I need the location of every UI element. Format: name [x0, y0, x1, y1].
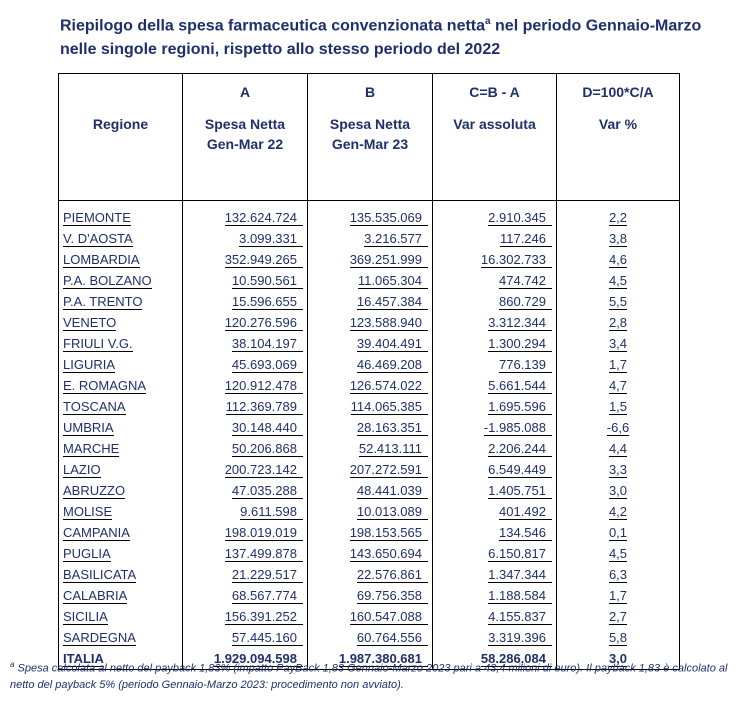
var-pct-cell [557, 417, 680, 438]
cell-value: 860.729 [499, 295, 552, 310]
var-pct-cell [557, 585, 680, 606]
title-line-1 [60, 10, 740, 38]
cell-value: UMBRIA [63, 420, 114, 435]
table-row [59, 228, 680, 249]
var-pct-cell [557, 396, 680, 417]
table-row [59, 564, 680, 585]
var-pct-cell [557, 312, 680, 333]
header-col-c-letter: C=B - A [469, 84, 520, 100]
regione-cell [59, 354, 183, 375]
regione-cell [59, 312, 183, 333]
title-line-2: nelle singole regioni, rispetto allo stesso periodo del 2022 [60, 41, 501, 59]
spesa-22-cell [183, 459, 308, 480]
spesa-23-cell [308, 417, 433, 438]
cell-value: 52.413.111 [359, 442, 428, 457]
cell-value: 5,5 [608, 294, 628, 309]
cell-value: 11.065.304 [358, 274, 428, 289]
spesa-22-cell [183, 501, 308, 522]
spesa-23-cell [308, 543, 433, 564]
cell-value: 112.369.789 [226, 400, 303, 415]
header-col-d-line1: Var % [598, 116, 638, 132]
cell-value: 1,5 [608, 399, 628, 414]
spesa-23-cell [308, 480, 433, 501]
spesa-23-cell [308, 396, 433, 417]
var-pct-cell [557, 543, 680, 564]
var-pct-cell [557, 522, 680, 543]
cell-value: ABRUZZO [63, 483, 126, 498]
cell-value: 9.611.598 [240, 505, 303, 520]
cell-value: 4,5 [608, 273, 628, 288]
spesa-23-cell [308, 354, 433, 375]
cell-value: 46.469.208 [357, 358, 428, 373]
var-assoluta-cell [433, 201, 557, 229]
cell-value: 401.492 [499, 505, 552, 520]
cell-value: 2,2 [608, 210, 628, 225]
cell-value: CAMPANIA [63, 525, 130, 540]
cell-value: 117.246 [500, 232, 552, 247]
cell-value: 120.276.596 [225, 316, 303, 331]
spesa-22-cell [183, 627, 308, 648]
cell-value: 1,7 [608, 357, 628, 372]
cell-value: PUGLIA [63, 546, 111, 561]
cell-value: ITALIA [63, 651, 104, 666]
spesa-22-cell [183, 354, 308, 375]
spesa-23-cell [308, 291, 433, 312]
header-col-b [308, 74, 433, 201]
cell-value: 1.300.294 [488, 337, 552, 352]
cell-value: 16.302.733 [481, 253, 552, 268]
var-assoluta-cell [433, 249, 557, 270]
cell-value: 1.347.344 [488, 568, 552, 583]
spesa-23-cell [308, 270, 433, 291]
cell-value: 134.546 [499, 526, 552, 541]
spesa-22-cell [183, 249, 308, 270]
cell-value: 1.929.094.598 [214, 652, 303, 667]
footnote [10, 657, 740, 693]
spesa-22-cell [183, 312, 308, 333]
cell-value: 3.216.577 [364, 232, 428, 247]
header-col-a-letter: A [239, 84, 251, 100]
header-col-c-line1: Var assoluta [453, 116, 536, 132]
var-assoluta-cell [433, 291, 557, 312]
spesa-22-cell [183, 522, 308, 543]
cell-value: V. D'AOSTA [63, 231, 133, 246]
cell-value: SICILIA [63, 609, 108, 624]
table-row [59, 459, 680, 480]
cell-value: 69.756.358 [357, 589, 428, 604]
cell-value: 3.312.344 [488, 316, 552, 331]
table-row [59, 522, 680, 543]
var-pct-cell [557, 501, 680, 522]
var-pct-cell [557, 375, 680, 396]
var-assoluta-cell [433, 564, 557, 585]
cell-value: 1.987.380.681 [339, 652, 428, 667]
cell-value: VENETO [63, 315, 117, 330]
table-row [59, 291, 680, 312]
spesa-22-cell [183, 585, 308, 606]
var-assoluta-cell [433, 438, 557, 459]
spesa-23-cell [308, 333, 433, 354]
cell-value: 47.035.288 [232, 484, 303, 499]
spesa-22-cell [183, 201, 308, 229]
cell-value: MARCHE [63, 441, 120, 456]
cell-value: 22.576.861 [357, 568, 428, 583]
cell-value: 3,0 [608, 651, 628, 666]
cell-value: 0,1 [608, 525, 628, 540]
var-assoluta-cell [433, 333, 557, 354]
header-col-d [557, 74, 680, 201]
spesa-22-cell [183, 438, 308, 459]
table-row [59, 249, 680, 270]
cell-value: 5,8 [608, 630, 628, 645]
var-pct-cell [557, 438, 680, 459]
spesa-23-cell [308, 438, 433, 459]
cell-value: 1.695.596 [488, 400, 552, 415]
header-col-b-line2: Gen-Mar 23 [331, 136, 409, 152]
var-assoluta-cell [433, 459, 557, 480]
cell-value: BASILICATA [63, 567, 137, 582]
cell-value: 4,2 [608, 504, 628, 519]
spesa-23-cell [308, 249, 433, 270]
cell-value: 6.549.449 [488, 463, 552, 478]
cell-value: 6.150.817 [488, 547, 552, 562]
cell-value: LOMBARDIA [63, 252, 140, 267]
cell-value: 39.404.491 [357, 337, 428, 352]
regione-cell [59, 396, 183, 417]
table-row [59, 543, 680, 564]
regione-cell [59, 585, 183, 606]
cell-value: 2,7 [608, 609, 628, 624]
regione-cell [59, 270, 183, 291]
table-row [59, 396, 680, 417]
table-row [59, 627, 680, 648]
var-assoluta-cell [433, 375, 557, 396]
cell-value: 4,5 [608, 546, 628, 561]
table-row [59, 585, 680, 606]
var-assoluta-cell [433, 522, 557, 543]
header-col-c [433, 74, 557, 201]
title-text-b: nel periodo Gennaio-Marzo [490, 17, 702, 35]
cell-value: 137.499.878 [225, 547, 303, 562]
cell-value: 28.163.351 [357, 421, 428, 436]
spesa-23-cell [308, 627, 433, 648]
header-regione: Regione [59, 74, 183, 201]
header-col-a-line1: Spesa Netta [204, 116, 286, 132]
var-pct-cell [557, 459, 680, 480]
cell-value: 21.229.517 [232, 568, 303, 583]
cell-value: 10.013.089 [357, 505, 428, 520]
var-pct-cell [557, 480, 680, 501]
table-row [59, 606, 680, 627]
table-row [59, 333, 680, 354]
var-assoluta-cell [433, 228, 557, 249]
spesa-23-cell [308, 564, 433, 585]
cell-value: 4,7 [608, 378, 628, 393]
var-pct-cell [557, 249, 680, 270]
cell-value: 2.910.345 [488, 211, 552, 226]
table-row [59, 270, 680, 291]
regione-cell [59, 417, 183, 438]
cell-value: 2,8 [608, 315, 628, 330]
var-assoluta-cell [433, 354, 557, 375]
regione-cell [59, 201, 183, 229]
cell-value: 10.590.561 [232, 274, 303, 289]
footnote-marker: a [10, 660, 15, 669]
spesa-23-cell [308, 312, 433, 333]
cell-value: 3,3 [608, 462, 628, 477]
cell-value: 198.153.565 [350, 526, 428, 541]
cell-value: 60.764.556 [357, 631, 428, 646]
spesa-22-cell [183, 396, 308, 417]
regione-cell [59, 522, 183, 543]
cell-value: 3,0 [608, 483, 628, 498]
spesa-23-cell [308, 201, 433, 229]
spesa-22-cell [183, 480, 308, 501]
cell-value: 776.139 [499, 358, 552, 373]
regione-cell [59, 480, 183, 501]
cell-value: 15.596.655 [232, 295, 303, 310]
cell-value: P.A. BOLZANO [63, 273, 152, 288]
spesa-23-cell [308, 585, 433, 606]
table-row [59, 375, 680, 396]
cell-value: 58.286.084 [481, 652, 552, 667]
table-row [59, 312, 680, 333]
cell-value: 160.547.088 [350, 610, 428, 625]
cell-value: 16.457.384 [357, 295, 428, 310]
var-pct-cell [557, 228, 680, 249]
var-pct-cell [557, 627, 680, 648]
spesa-22-cell [183, 228, 308, 249]
regione-cell [59, 249, 183, 270]
header-col-a [183, 74, 308, 201]
cell-value: 57.445.160 [232, 631, 303, 646]
cell-value: TOSCANA [63, 399, 126, 414]
table-row [59, 501, 680, 522]
cell-value: 198.019.019 [225, 526, 303, 541]
var-assoluta-cell [433, 501, 557, 522]
page-title [60, 10, 740, 62]
spesa-22-cell [183, 564, 308, 585]
regione-cell [59, 375, 183, 396]
regione-cell [59, 291, 183, 312]
cell-value: CALABRIA [63, 588, 128, 603]
cell-value: SARDEGNA [63, 630, 136, 645]
table-row [59, 201, 680, 229]
regione-cell [59, 459, 183, 480]
cell-value: LIGURIA [63, 357, 116, 372]
var-assoluta-cell [433, 312, 557, 333]
var-pct-cell [557, 201, 680, 229]
cell-value: 1.188.584 [488, 589, 552, 604]
cell-value: 156.391.252 [225, 610, 303, 625]
cell-value: 3.319.396 [488, 631, 552, 646]
regione-cell [59, 564, 183, 585]
cell-value: E. ROMAGNA [63, 378, 147, 393]
spesa-table [58, 73, 680, 670]
spesa-23-cell [308, 375, 433, 396]
spesa-22-cell [183, 417, 308, 438]
var-assoluta-cell [433, 480, 557, 501]
cell-value: 369.251.999 [350, 253, 428, 268]
var-pct-cell [557, 270, 680, 291]
spesa-22-cell [183, 333, 308, 354]
var-assoluta-cell [433, 585, 557, 606]
cell-value: 123.588.940 [350, 316, 428, 331]
spesa-23-cell [308, 228, 433, 249]
table-row [59, 417, 680, 438]
footnote-text: Spesa calcolata al netto del payback 1,83% (impatto PayBack 1,83 Gennaio-Marzo 2023 pari a 43,4 milioni di euro). Il payback 1,83 è calcolato al netto del payback 5% (periodo Gennaio-Marzo 2023: procedimento non avviato). [10, 662, 728, 691]
var-pct-cell [557, 333, 680, 354]
var-pct-cell [557, 606, 680, 627]
cell-value: 4,4 [608, 441, 628, 456]
cell-value: FRIULI V.G. [63, 336, 133, 351]
cell-value: -1.985.088 [484, 421, 552, 436]
cell-value: 120.912.478 [225, 379, 303, 394]
spesa-23-cell [308, 459, 433, 480]
table-row [59, 354, 680, 375]
cell-value: 68.567.774 [232, 589, 303, 604]
cell-value: 352.949.265 [225, 253, 303, 268]
title-footnote-marker: a [485, 16, 491, 27]
cell-value: 4,6 [608, 252, 628, 267]
var-assoluta-cell [433, 270, 557, 291]
regione-cell [59, 501, 183, 522]
var-pct-cell [557, 354, 680, 375]
cell-value: LAZIO [63, 462, 101, 477]
spesa-22-cell [183, 270, 308, 291]
cell-value: MOLISE [63, 504, 113, 519]
header-col-b-letter: B [364, 84, 376, 100]
var-assoluta-cell [433, 606, 557, 627]
spesa-23-cell [308, 501, 433, 522]
var-assoluta-cell [433, 417, 557, 438]
cell-value: 50.206.868 [232, 442, 303, 457]
cell-value: 3,4 [608, 336, 628, 351]
regione-cell [59, 228, 183, 249]
cell-value: 6,3 [608, 567, 628, 582]
cell-value: 114.065.385 [351, 400, 428, 415]
spesa-22-cell [183, 375, 308, 396]
cell-value: 1.405.751 [488, 484, 552, 499]
cell-value: 132.624.724 [225, 211, 303, 226]
regione-cell [59, 333, 183, 354]
cell-value: 2.206.244 [488, 442, 552, 457]
cell-value: PIEMONTE [63, 210, 131, 225]
var-pct-cell [557, 564, 680, 585]
spesa-22-cell [183, 606, 308, 627]
header-col-a-line2: Gen-Mar 22 [206, 136, 284, 152]
var-assoluta-cell [433, 543, 557, 564]
table-row [59, 480, 680, 501]
spesa-23-cell [308, 522, 433, 543]
cell-value: 143.650.694 [350, 547, 428, 562]
table-header-row [59, 74, 680, 201]
cell-value: 135.535.069 [350, 211, 428, 226]
cell-value: 38.104.197 [232, 337, 303, 352]
spesa-22-cell [183, 291, 308, 312]
regione-cell [59, 627, 183, 648]
var-assoluta-cell [433, 627, 557, 648]
title-text-a: Riepilogo della spesa farmaceutica convenzionata netta [60, 17, 486, 35]
table-row [59, 438, 680, 459]
cell-value: 200.723.142 [225, 463, 303, 478]
regione-cell [59, 606, 183, 627]
cell-value: 48.441.039 [357, 484, 428, 499]
cell-value: 4.155.837 [488, 610, 552, 625]
cell-value: 45.693.069 [232, 358, 303, 373]
cell-value: 3,8 [608, 231, 628, 246]
regione-cell [59, 543, 183, 564]
cell-value: 1,7 [608, 588, 628, 603]
cell-value: 5.661.544 [488, 379, 552, 394]
regione-cell [59, 438, 183, 459]
cell-value: 126.574.022 [350, 379, 428, 394]
cell-value: -6,6 [606, 420, 630, 435]
cell-value: 3.099.331 [239, 232, 303, 247]
header-col-d-letter: D=100*C/A [582, 84, 654, 100]
var-assoluta-cell [433, 396, 557, 417]
var-pct-cell [557, 291, 680, 312]
cell-value: P.A. TRENTO [63, 294, 143, 309]
cell-value: 474.742 [499, 274, 552, 289]
header-col-b-line1: Spesa Netta [329, 116, 411, 132]
cell-value: 207.272.591 [350, 463, 428, 478]
spesa-23-cell [308, 606, 433, 627]
spesa-22-cell [183, 543, 308, 564]
cell-value: 30.148.440 [232, 421, 303, 436]
